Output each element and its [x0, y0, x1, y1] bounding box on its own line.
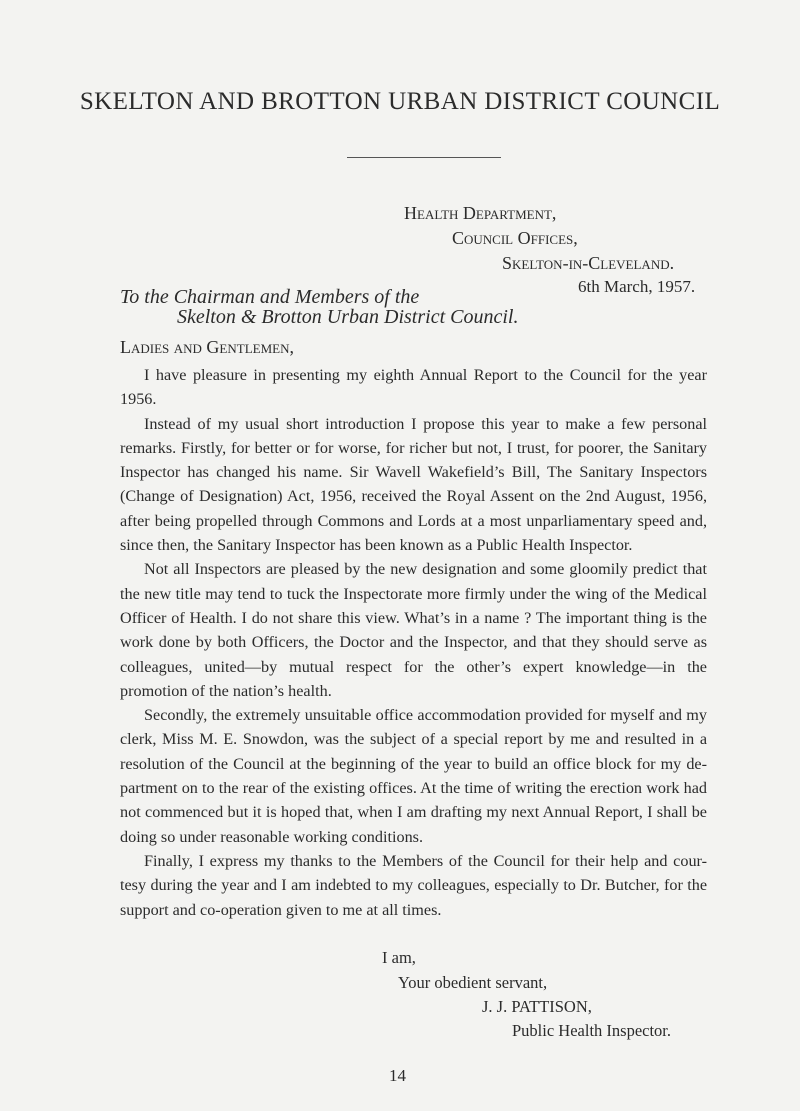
- paragraph: Not all Inspectors are pleased by the new designation and some gloomily predict that the new title may tend to tuck the Inspectorate more firmly under the wing of the Medical Officer of Health. I do not share this view. What’s in a name ? The important thing is the work done by both Officers, the Doctor and the Inspector, and that they should serve as colleagues, united—by mutual respect for the other’s expert knowledge—in the promotion of the nation’s health.: [120, 560, 707, 700]
- closing-i-am: I am,: [382, 948, 416, 967]
- paragraph: Instead of my usual short introduction I propose this year to make a few personal remarks. Firstly, for better or for worse, for richer but not, I trust, for poorer, the Sanitary Inspector has changed his name. Sir Wavell Wakefield’s Bill, The Sanitary Inspectors (Change of Designation) Act, 1956, received the Royal Assent on the 2nd August, 1956, after being propelled through Commons and Lords at a most unparliamentary speed and, since then, the Sanitary Inspector has been known as a Public Health Inspector.: [120, 414, 707, 555]
- paragraph: I have pleasure in presenting my eighth Annual Report to the Council for the year 1956.: [120, 366, 707, 409]
- page-number: 14: [389, 1066, 406, 1085]
- council-heading: SKELTON AND BROTTON URBAN DISTRICT COUNCIL: [79, 88, 721, 115]
- signatory-name: J. J. PATTISON,: [482, 997, 592, 1016]
- addressee-line-2: Skelton & Brotton Urban District Council.: [177, 306, 519, 328]
- paragraph: Finally, I express my thanks to the Members of the Council for their help and cour- tesy during the year and I am indebted to my colleagues, especially to Dr. Butcher, for the support and co-operation given to me at all times.: [120, 851, 707, 919]
- address-offices: Council Offices,: [452, 228, 578, 248]
- signatory-title: Public Health Inspector.: [512, 1021, 672, 1040]
- letter-body: [120, 363, 707, 922]
- closing-servant: Your obedient servant,: [398, 973, 548, 992]
- address-town: Skelton-in-Cleveland.: [502, 253, 675, 273]
- paragraph: Secondly, the extremely unsuitable office accommodation provided for myself and my clerk, Miss M. E. Snowdon, was the subject of a special report by me and resulted in a resolution of the Council at the beginning of the year to build an office block for my de- partment on to the rear of the existing offices. At the time of writing the erection work had not commenced but it is hoped that, when I am drafting my next Annual Report, I shall be doing so under reasonable working conditions.: [120, 706, 707, 846]
- heading-divider: [347, 157, 501, 158]
- addressee-line-1: To the Chairman and Members of the: [120, 286, 420, 308]
- letter-date: 6th March, 1957.: [578, 277, 696, 296]
- address-department: Health Department,: [404, 203, 557, 223]
- greeting: Ladies and Gentlemen,: [120, 337, 294, 357]
